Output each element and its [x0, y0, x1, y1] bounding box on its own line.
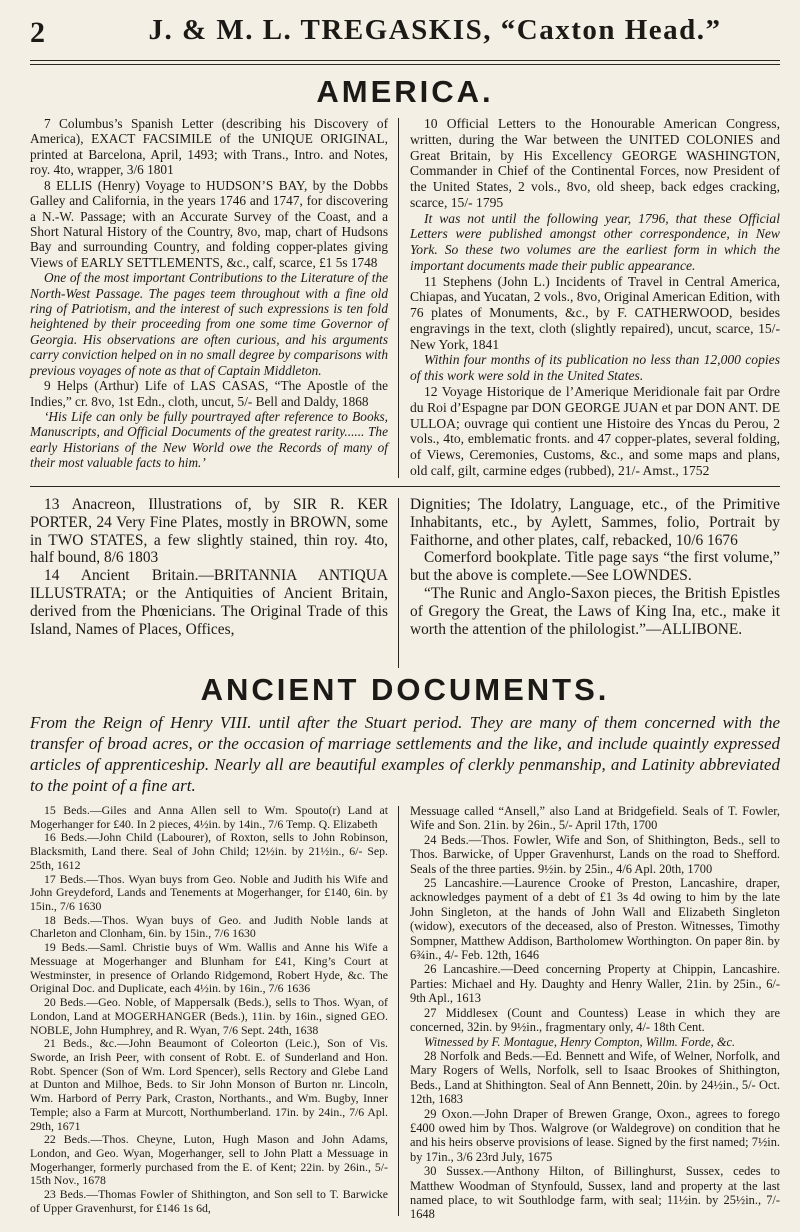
- column-divider: [398, 806, 399, 1216]
- lot-11: 11 Stephens (John L.) Incidents of Travel in Central America, Chiapas, and Yucatan, 2 vols., 8vo, Original American Edition, with 76 plates of Monuments, &c., by F. CATHERWOOD, besides engravings in the text, cloth (slightly repaired), uncut, scarce, 15/- New York, 1841: [410, 273, 780, 352]
- lot-10-note: It was not until the following year, 1796, that these Official Letters were published amongst other correspondence, in New York. So these two volumes are the earliest form in which the important documents made their public appearance.: [410, 210, 780, 273]
- lot-23-cont: Messuage called “Ansell,” also Land at Bridgefield. Seals of T. Fowler, Wife and Son. 21in. by 26in., 5/- April 17th, 1700: [410, 804, 780, 833]
- column-mid-right: [410, 496, 780, 638]
- lot-22: 22 Beds.—Thos. Cheyne, Luton, Hugh Mason and John Adams, London, and Geo. Wyan, Mogerhanger, sell to John Platt a Messuage in Mogerhanger, formerly purchased from the E. of Kent; 22in. by 26in., 5/- 15th Nov., 1678: [30, 1132, 388, 1188]
- page-number: 2: [30, 16, 45, 49]
- lot-17: 17 Beds.—Thos. Wyan buys from Geo. Noble and Judith his Wife and John Greydeford, Lands and Tenements at Mogerhanger, for £140, 6in. by 15in., 7/6 1630: [30, 871, 388, 914]
- lot-9: 9 Helps (Arthur) Life of LAS CASAS, “The Apostle of the Indies,” cr. 8vo, 1st Edn., cloth, uncut, 5/- Bell and Daldy, 1868: [30, 378, 388, 409]
- lot-14-quote: “The Runic and Anglo-Saxon pieces, the British Epistles of Gregory the Great, the Laws of King Ina, etc., make it worth the attention of the philologist.”—ALLIBONE.: [410, 584, 780, 638]
- lot-19: 19 Beds.—Saml. Christie buys of Wm. Wallis and Anne his Wife a Messuage at Mogerhanger and Blunham for £41, King’s Court at Westminster, in presence of Orlando Ridgemond, Robert Hyde, &c. The Original Doc. and Duplicate, each 4½in. by 16in., 7/6 1636: [30, 940, 388, 996]
- lot-14-note: Comerford bookplate. Title page says “the first volume,” but the above is complete.—See LOWNDES.: [410, 549, 780, 585]
- lot-14-cont: Dignities; The Idolatry, Language, etc., of the Primitive Inhabitants, etc., by Aylett, Sammes, folio, Portrait by Faithorne, and other plates, calf, rebacked, 10/6 1676: [410, 496, 780, 549]
- header-rule-thin: [30, 64, 780, 65]
- section-title-america: AMERICA.: [316, 74, 494, 109]
- lot-29: 29 Oxon.—John Draper of Brewen Grange, Oxon., agrees to forego £400 owed him by Thos. Walgrove (or Waldegrove) on condition that he and his heirs observe provisions of lease. Signed by the first named; 7½in. by 17in., 3/6 23rd July, 1675: [410, 1106, 780, 1164]
- lot-14: 14 Ancient Britain.—BRITANNIA ANTIQUA ILLUSTRATA; or the Antiquities of Ancient Britain, derived from the Phœnicians. The Original Trade of this Island, Names of Places, Offices,: [30, 567, 388, 638]
- section-title-ancient-documents: ANCIENT DOCUMENTS.: [200, 672, 610, 707]
- lot-26: 26 Lancashire.—Deed concerning Property at Chippin, Lancashire. Parties: Michael and Hy. Daughty and Henry Waller, 21in. by 25in., 6/- 9th Apl., 1613: [410, 962, 780, 1006]
- column-divider: [398, 118, 399, 478]
- lot-27: 27 Middlesex (Count and Countess) Lease in which they are concerned, 32in. by 9½in., fragmentary only, 4/- 18th Cent.: [410, 1005, 780, 1035]
- lot-9-quote: ‘His Life can only be fully pourtrayed after reference to Books, Manuscripts, and Official Documents of the greatest rarity...... The early Historians of the New World owe the Records of many of their most valuable facts to him.’: [30, 409, 388, 471]
- lot-18: 18 Beds.—Thos. Wyan buys of Geo. and Judith Noble lands at Charleton and Clonham, 6in. by 15in., 7/6 1630: [30, 912, 388, 941]
- column-divider: [398, 498, 399, 668]
- lot-30: 30 Sussex.—Anthony Hilton, of Billinghurst, Sussex, cedes to Matthew Woodman of Stynfould, Sussex, land and property at the last named place, to wit Southlodge farm, with seal; 11½in. by 25½in., 7/- 1648: [410, 1164, 780, 1222]
- lot-15: 15 Beds.—Giles and Anna Allen sell to Wm. Spouto(r) Land at Mogerhanger for £40. In 2 pieces, 4½in. by 14in., 7/6 Temp. Q. Elizabeth: [30, 803, 388, 831]
- column-bottom-left: [30, 804, 388, 1216]
- column-bottom-right: [410, 804, 780, 1222]
- lot-25: 25 Lancashire.—Laurence Crooke of Preston, Lancashire, draper, acknowledges payment of a debt of £1 3s 4d owing to him by the late John Singleton, at the hands of John Wall and Elizabeth Singleton (widow), executors of the deceased, also of Preston. Witnesses, Timothy Sompner, Matthew Addison, Bartholomew Worthington. On paper 8in. by 6¾in., 4/- Feb. 12th, 1646: [410, 876, 780, 963]
- lot-11-note: Within four months of its publication no less than 12,000 copies of this work were sold in the United States.: [410, 352, 780, 384]
- section-rule: [30, 486, 780, 487]
- page-header: [30, 14, 780, 58]
- lot-16: 16 Beds.—John Child (Labourer), of Roxton, sells to John Robinson, Blacksmith, Land there. Seal of John Child; 12½in. by 21½in., 6/- Sep. 25th, 1612: [30, 830, 388, 872]
- lot-23: 23 Beds.—Thomas Fowler of Shithington, and Son sell to T. Barwicke of Upper Gravenhurst, for £146 1s 6d,: [30, 1187, 388, 1215]
- lot-21: 21 Beds., &c.—John Beaumont of Coleorton (Leic.), Son of Vis. Sworde, an Irish Peer, with consent of Robt. E. of Sunderland and Hon. Robt. Spencer (Son of Wm. Lord Spencer), sells Rectory and Glebe Land at Dunton and Milhoe, Beds. to Sir John Monson of Burton nr. Lincoln, Wm. Harbord of Perry Park, Craston, Northants., and Wm. Bugby, Inner Temple; also a Farm at Murcott, Northumberland. 17in. by 24in., 7/6 Apl. 29th, 1671: [30, 1036, 388, 1133]
- column-top-right: [410, 116, 780, 479]
- lot-8: 8 ELLIS (Henry) Voyage to HUDSON’S BAY, by the Dobbs Galley and California, in the years 1746 and 1747, for discovering a N.-W. Passage; with an Accurate Survey of the Coast, and a Short Natural History of the Country, 8vo, map, chart of Hudsons Bay and surrounding Country, and folding copper-plates giving Views of EARLY SETTLEMENTS, &c., calf, scarce, £1 5s 1748: [30, 177, 388, 270]
- running-title: J. & M. L. TREGASKIS, “Caxton Head.”: [148, 14, 722, 46]
- lot-27-note: Witnessed by F. Montague, Henry Compton, Willm. Forde, &c.: [424, 1034, 736, 1049]
- column-mid-left: [30, 496, 388, 638]
- lot-28: 28 Norfolk and Beds.—Ed. Bennett and Wife, of Welner, Norfolk, and Mary Rogers of Wells, Norfolk, sell to Isaac Brookes of Shithington, Beds., Land at Shithington. Seal of Ann Bennett, 20in. by 24½in., 5/- Oct. 12th, 1683: [410, 1048, 780, 1107]
- lot-24: 24 Beds.—Thos. Fowler, Wife and Son, of Shithington, Beds., sell to Thos. Barwicke, of Upper Gravenhurst, Lands on the road to Shefford. Seals of the three parties. 9½in. by 25in., 4/6 Apl. 20th, 1700: [410, 832, 780, 876]
- lot-7: 7 Columbus’s Spanish Letter (describing his Discovery of America), EXACT FACSIMILE of the UNIQUE ORIGINAL, printed at Barcelona, April, 1493; with Trans., Intro. and Notes, roy. 4to, wrapper, 3/6 1801: [30, 116, 388, 178]
- lot-10: 10 Official Letters to the Honourable American Congress, written, during the War between the UNITED COLONIES and Great Britain, by His Excellency GEORGE WASHINGTON, Commander in Chief of the Continental Forces, now President of the United States, 2 vols., 8vo, old sheep, back edges cracking, scarce, 15/- 1795: [410, 116, 780, 210]
- lot-8-note: One of the most important Contributions to the Literature of the North-West Passage. The pages teem throughout with a fine old ring of Patriotism, and the interest of such expressions is ten fold heightened by their proceeding from one some time Governor of Georgia. His observations are often curious, and his arguments carry conviction helped on in no small degree by comparisons with previous voyages of note as that of Captain Middleton.: [30, 270, 388, 378]
- header-rule: [30, 60, 780, 61]
- lot-20: 20 Beds.—Geo. Noble, of Mappersalk (Beds.), sells to Thos. Wyan, of London, Land at MOGERHANGER (Beds.), 11in. by 16in., signed GEO. NOBLE, John Humphrey, and R. Wyan, 7/6 Sept. 24th, 1638: [30, 995, 388, 1037]
- lot-12: 12 Voyage Historique de l’Amerique Meridionale fait par Ordre du Roi d’Espagne par DON GEORGE JUAN et par DON ANT. DE ULLOA; ouvrage qui contient une Histoire des Yncas du Perou, 2 vols., 4to, emblematic fronts. and 47 copper-plates, several folding, of Views, Ceremonies, Customs, &c., and some maps and plans, old calf, gilt, carmine edges (rubbed), 21/- Amst., 1752: [410, 384, 780, 478]
- lot-13: 13 Anacreon, Illustrations of, by SIR R. KER PORTER, 24 Very Fine Plates, mostly in BROWN, some in TWO STATES, a few slightly stained, thin roy. 4to, half bound, 8/6 1803: [30, 496, 388, 567]
- section-intro: From the Reign of Henry VIII. until after the Stuart period. They are many of them concerned with the transfer of broad acres, or the occasion of marriage settlements and the like, and include quaintly expressed articles of apprenticeship. Nearly all are beautiful examples of clerkly penmanship, and Latinity abbreviated to the point of a fine art.: [30, 713, 780, 795]
- column-top-left: [30, 116, 388, 471]
